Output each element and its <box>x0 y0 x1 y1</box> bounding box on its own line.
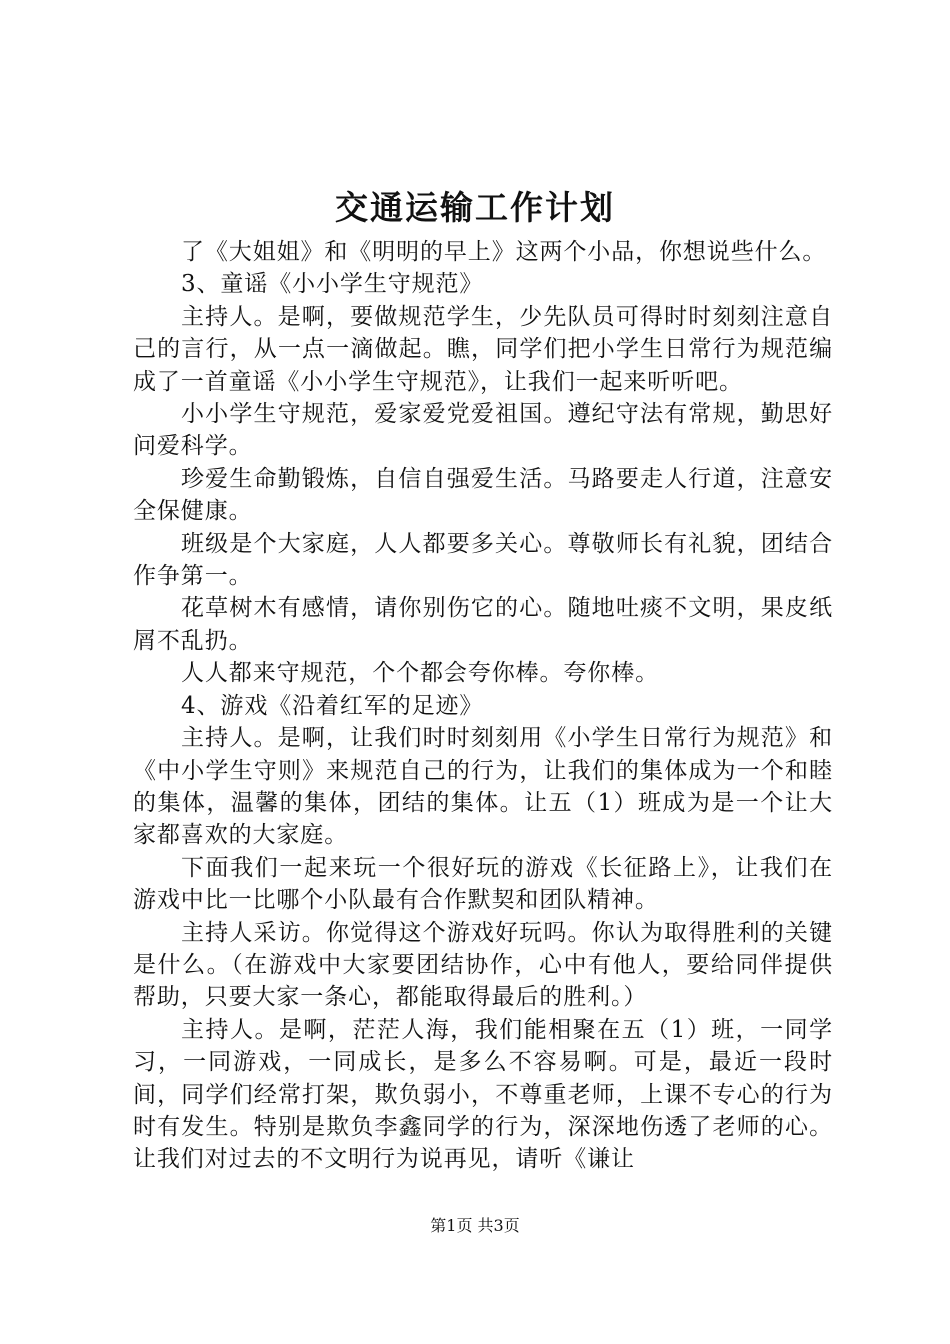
page-footer: 第1页 共3页 <box>430 1216 520 1235</box>
paragraph: 主持人采访。你觉得这个游戏好玩吗。你认为取得胜利的关键是什么。（在游戏中大家要团结协作，心中有他人，要给同伴提供帮助，只要大家一条心，都能取得最后的胜利。） <box>133 919 833 1011</box>
paragraph: 花草树木有感情，请你别伤它的心。随地吐痰不文明，果皮纸屑不乱扔。 <box>133 595 833 654</box>
paragraph: 主持人。是啊，让我们时时刻刻用《小学生日常行为规范》和《中小学生守则》来规范自己的行为，让我们的集体成为一个和睦的集体，温馨的集体，团结的集体。让五（1）班成为是一个让大家都喜欢的大家庭。 <box>133 725 833 849</box>
section-heading: 4、游戏《沿着红军的足迹》 <box>181 692 484 719</box>
paragraph: 珍爱生命勤锻炼，自信自强爱生活。马路要走人行道，注意安全保健康。 <box>133 465 833 525</box>
section-heading: 3、童谣《小小学生守规范》 <box>181 271 484 298</box>
paragraph: 主持人。是啊，要做规范学生，少先队员可得时时刻刻注意自己的言行，从一点一滴做起。瞧，同学们把小学生日常行为规范编成了一首童谣《小小学生守规范》，让我们一起来听听吧。 <box>133 303 833 395</box>
document-title: 交通运输工作计划 <box>335 188 615 227</box>
paragraph: 小小学生守规范，爱家爱党爱祖国。遵纪守法有常规，勤思好问爱科学。 <box>133 401 833 460</box>
paragraph: 下面我们一起来玩一个很好玩的游戏《长征路上》，让我们在游戏中比一比哪个小队最有合作默契和团队精神。 <box>133 854 833 914</box>
paragraph: 班级是个大家庭，人人都要多关心。尊敬师长有礼貌，团结合作争第一。 <box>133 530 833 590</box>
paragraph: 了《大姐姐》和《明明的早上》这两个小品，你想说些什么。 <box>181 239 827 265</box>
document-body <box>133 236 833 1176</box>
paragraph: 主持人。是啊，茫茫人海，我们能相聚在五（1）班，一同学习，一同游戏，一同成长，是多么不容易啊。可是，最近一段时间，同学们经常打架，欺负弱小，不尊重老师，上课不专心的行为时有发生。特别是欺负李鑫同学的行为，深深地伤透了老师的心。让我们对过去的不文明行为说再见，请听《谦让 <box>133 1016 833 1173</box>
paragraph: 人人都来守规范，个个都会夸你棒。夸你棒。 <box>181 660 659 687</box>
